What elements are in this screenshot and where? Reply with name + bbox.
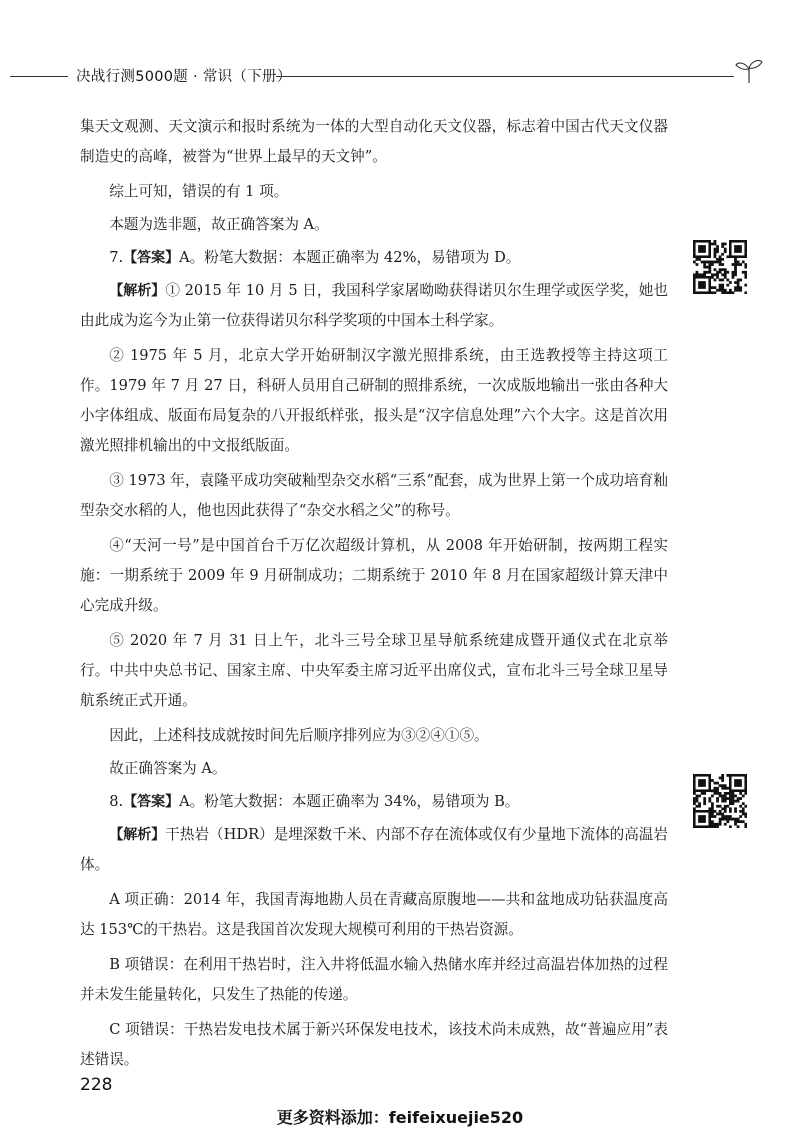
q8-analysis-label: 【解析】 [109, 827, 166, 843]
q8-option-a: A 项正确：2014 年，我国青海地勘人员在青藏高原腹地——共和盆地成功钻获温度高达 153℃的干热岩。这是我国首次发现大规模可利用的干热岩资源。 [80, 891, 668, 938]
q8-analysis-text: 干热岩（HDR）是埋深数千米、内部不存在流体或仅有少量地下流体的高温岩体。 [80, 826, 669, 873]
q7-item-4: ④“天河一号”是中国首台千万亿次超级计算机，从 2008 年开始研制，按两期工程实施：一期系统于 2009 年 9 月研制成功；二期系统于 2010 年 8 月在国家超级计算天津中心完成升级。 [80, 537, 668, 614]
q7-number: 7. [109, 249, 124, 266]
q8-answer-label: 【答案】 [123, 794, 180, 810]
header-rule-right [276, 76, 734, 77]
paragraph-continuation: 集天文观测、天文演示和报时系统为一体的大型自动化天文仪器，标志着中国古代天文仪器制造史的高峰，被誉为“世界上最早的天文钟”。 [80, 118, 668, 165]
q7-analysis-text: ① 2015 年 10 月 5 日，我国科学家屠呦呦获得诺贝尔生理学或医学奖，她也由此成为迄今为止第一位获得诺贝尔科学奖项的中国本土科学家。 [80, 282, 668, 329]
page-body [80, 112, 668, 1080]
q7-answer-label: 【答案】 [123, 250, 180, 266]
qr-pattern [693, 774, 747, 828]
q7-conclusion: 因此，上述科技成就按时间先后顺序排列应为③②④①⑤。 [109, 727, 489, 744]
q8-option-c: C 项错误：干热岩发电技术属于新兴环保发电技术，该技术尚未成熟，故“普遍应用”表述错误。 [80, 1021, 668, 1068]
q7-analysis-label: 【解析】 [109, 283, 166, 299]
q7-final-answer: 故正确答案为 A。 [109, 760, 227, 777]
qr-pattern [693, 240, 747, 294]
q8-option-b: B 项错误：在利用干热岩时，注入井将低温水输入热储水库并经过高温岩体加热的过程并未发生能量转化，只发生了热能的传递。 [80, 956, 668, 1003]
q8-answer-text: A。粉笔大数据：本题正确率为 34%，易错项为 B。 [179, 793, 520, 810]
q7-answer-line [80, 243, 668, 273]
header-rule-left [10, 76, 68, 77]
paragraph-answer-note: 本题为选非题，故正确答案为 A。 [109, 216, 329, 233]
q8-answer-line [80, 787, 668, 817]
q7-answer-text: A。粉笔大数据：本题正确率为 42%，易错项为 D。 [179, 249, 521, 266]
q8-qr-code-icon[interactable] [693, 774, 747, 828]
running-header [10, 62, 790, 92]
q8-number: 8. [109, 793, 124, 810]
footer-contact-note: 更多资料添加：feifeixuejie520 [276, 1108, 524, 1127]
paragraph-summary: 综上可知，错误的有 1 项。 [109, 183, 289, 200]
q7-analysis [80, 276, 668, 336]
q8-analysis [80, 820, 668, 880]
page-number: 228 [80, 1075, 113, 1095]
q7-item-5: ⑤ 2020 年 7 月 31 日上午，北斗三号全球卫星导航系统建成暨开通仪式在北京举行。中共中央总书记、国家主席、中央军委主席习近平出席仪式，宣布北斗三号全球卫星导航系统正式开通。 [80, 632, 668, 709]
q7-item-2: ② 1975 年 5 月，北京大学开始研制汉字激光照排系统，由王选教授等主持这项工作。1979 年 7 月 27 日，科研人员用自己研制的照排系统，一次成版地输出一张由各种大小字体组成、版面布局复杂的八开报纸样张，报头是“汉字信息处理”六个大字。这是首次用激光照排机输出的中文报纸版面。 [80, 347, 668, 454]
sprout-icon [734, 56, 764, 84]
q7-item-3: ③ 1973 年，袁隆平成功突破籼型杂交水稻“三系”配套，成为世界上第一个成功培育籼型杂交水稻的人，他也因此获得了“杂交水稻之父”的称号。 [80, 472, 668, 519]
book-title: 决战行测5000题 · 常识（下册） [76, 69, 292, 85]
q7-qr-code-icon[interactable] [693, 240, 747, 294]
